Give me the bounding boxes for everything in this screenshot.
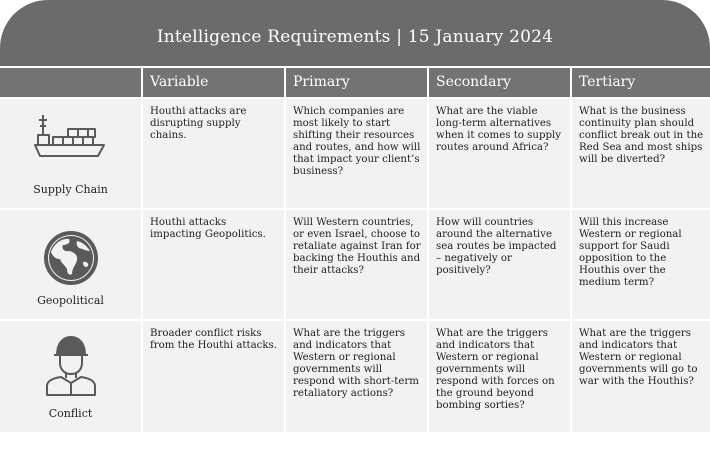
cargo-ship-icon (0, 113, 141, 159)
cell-conflict-variable: Broader conflict risks from the Houthi attacks. (143, 321, 284, 432)
cell-geo-secondary: How will countries around the alternative sea routes be impacted – negatively or positively? (429, 210, 570, 319)
header-tertiary: Tertiary (572, 68, 710, 97)
cell-conflict-secondary: What are the triggers and indicators that Western or regional governments will respond with forces on the ground beyond bombing sorties? (429, 321, 570, 432)
header-primary: Primary (286, 68, 427, 97)
soldier-icon (0, 333, 141, 397)
title-bar (0, 0, 710, 66)
cell-supply-variable: Houthi attacks are disrupting supply chains. (143, 99, 284, 208)
cell-geo-primary: Will Western countries, or even Israel, choose to retaliate against Iran for backing the Houthis and their attacks? (286, 210, 427, 319)
cell-conflict-tertiary: What are the triggers and indicators that Western or regional governments will go to war with the Houthis? (572, 321, 710, 432)
cell-supply-primary: Which companies are most likely to start shifting their resources and routes, and how will that impact your client’s business? (286, 99, 427, 208)
header-variable: Variable (143, 68, 284, 97)
cell-conflict-primary: What are the triggers and indicators that Western or regional governments will respond with short-term retaliatory actions? (286, 321, 427, 432)
row-label-supply-chain: Supply Chain (33, 183, 108, 196)
row-header-conflict (0, 321, 141, 432)
header-empty (0, 68, 141, 97)
page-title: Intelligence Requirements | 15 January 2024 (156, 27, 554, 47)
requirements-grid (0, 68, 710, 432)
cell-supply-secondary: What are the viable long-term alternatives when it comes to supply routes around Africa? (429, 99, 570, 208)
globe-icon (0, 228, 141, 288)
cell-supply-tertiary: What is the business continuity plan should conflict break out in the Red Sea and most ships will be diverted? (572, 99, 710, 208)
cell-geo-tertiary: Will this increase Western or regional support for Saudi opposition to the Houthis over the medium term? (572, 210, 710, 319)
row-header-supply-chain (0, 99, 141, 208)
header-secondary: Secondary (429, 68, 570, 97)
row-label-conflict: Conflict (48, 407, 93, 420)
row-label-geopolitical: Geopolitical (37, 294, 104, 307)
row-header-geopolitical (0, 210, 141, 319)
cell-geo-variable: Houthi attacks impacting Geopolitics. (143, 210, 284, 319)
